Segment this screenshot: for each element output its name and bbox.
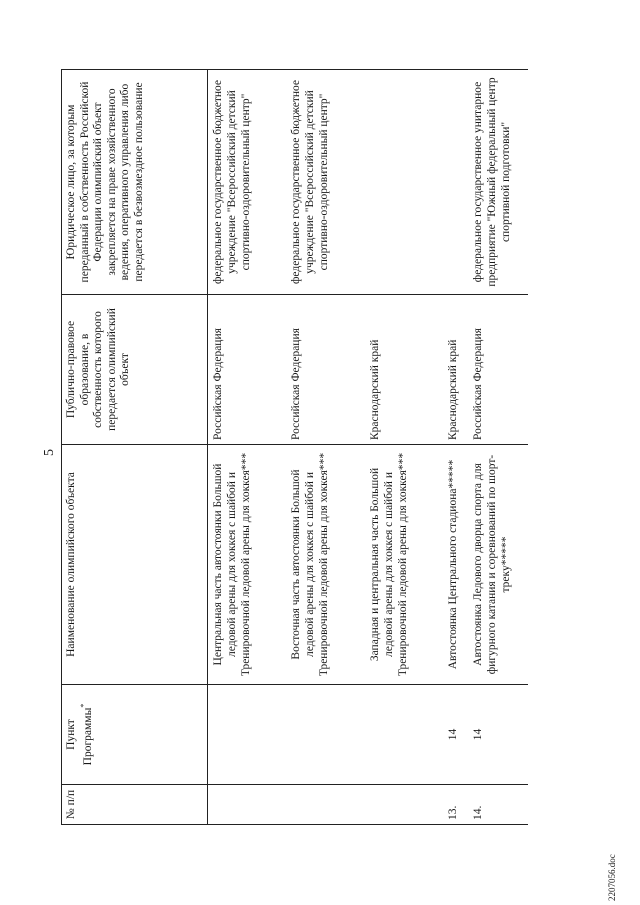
row-point — [208, 685, 286, 785]
row-owner: Российская Федерация — [286, 295, 365, 445]
row-point: 14 — [443, 685, 468, 785]
row-name: Центральная часть автостоянки Большой ледовой арены для хоккея с шайбой и Тренировочной ледовой арены для хоккея*** — [208, 445, 286, 685]
row-entity: федеральное государственное унитарное предприятие "Южный федеральный центр спортивной подготовки" — [468, 70, 528, 295]
header-point-mark: * — [78, 703, 88, 708]
page-number: 5 — [42, 449, 57, 456]
row-num — [365, 785, 443, 825]
table-row — [443, 70, 468, 825]
header-point-label: Пункт Программы — [65, 707, 94, 766]
row-name: Автостоянка Центрального стадиона***** — [443, 445, 468, 685]
objects-table — [61, 69, 528, 825]
table-row — [468, 70, 528, 825]
header-point — [62, 685, 208, 785]
row-num — [208, 785, 286, 825]
row-owner: Краснодарский край — [365, 295, 443, 445]
table-row — [286, 70, 365, 825]
row-num: 14. — [468, 785, 528, 825]
row-name: Автостоянка Ледового дворца спорта для фигурного катания и соревнований по шорт-треку***** — [468, 445, 528, 685]
row-name: Восточная часть автостоянки Большой ледовой арены для хоккея с шайбой и Тренировочной ледовой арены для хоккея*** — [286, 445, 365, 685]
table-header-row — [62, 70, 208, 825]
row-owner: Краснодарский край — [443, 295, 468, 445]
header-owner: Публично-правовое образование, в собственность которого передается олимпийский объект — [62, 295, 208, 445]
row-num — [286, 785, 365, 825]
row-owner: Российская Федерация — [208, 295, 286, 445]
row-entity: федеральное государственное бюджетное учреждение "Всероссийский детский спортивно-оздоровительный центр" — [208, 70, 286, 295]
row-num: 13. — [443, 785, 468, 825]
table-row — [208, 70, 286, 825]
row-owner: Российская Федерация — [468, 295, 528, 445]
row-point — [286, 685, 365, 785]
row-point — [365, 685, 443, 785]
header-name: Наименование олимпийского объекта — [62, 445, 208, 685]
table-row — [365, 70, 443, 825]
header-entity: Юридическое лицо, за которым переданный в собственность Российской Федерации олимпийский объект закрепляется на праве хозяйственного ведения, оперативного управления либо передается в безвозмездное пользование — [62, 70, 208, 295]
row-entity — [365, 70, 443, 295]
document-filename: 2207056.doc — [607, 854, 617, 901]
header-num: № п/п — [62, 785, 208, 825]
row-entity: федеральное государственное бюджетное учреждение "Всероссийский детский спортивно-оздоровительный центр" — [286, 70, 365, 295]
row-entity — [443, 70, 468, 295]
row-point: 14 — [468, 685, 528, 785]
row-name: Западная и центральная часть Большой ледовой арены для хоккея с шайбой и Тренировочной ледовой арены для хоккея*** — [365, 445, 443, 685]
